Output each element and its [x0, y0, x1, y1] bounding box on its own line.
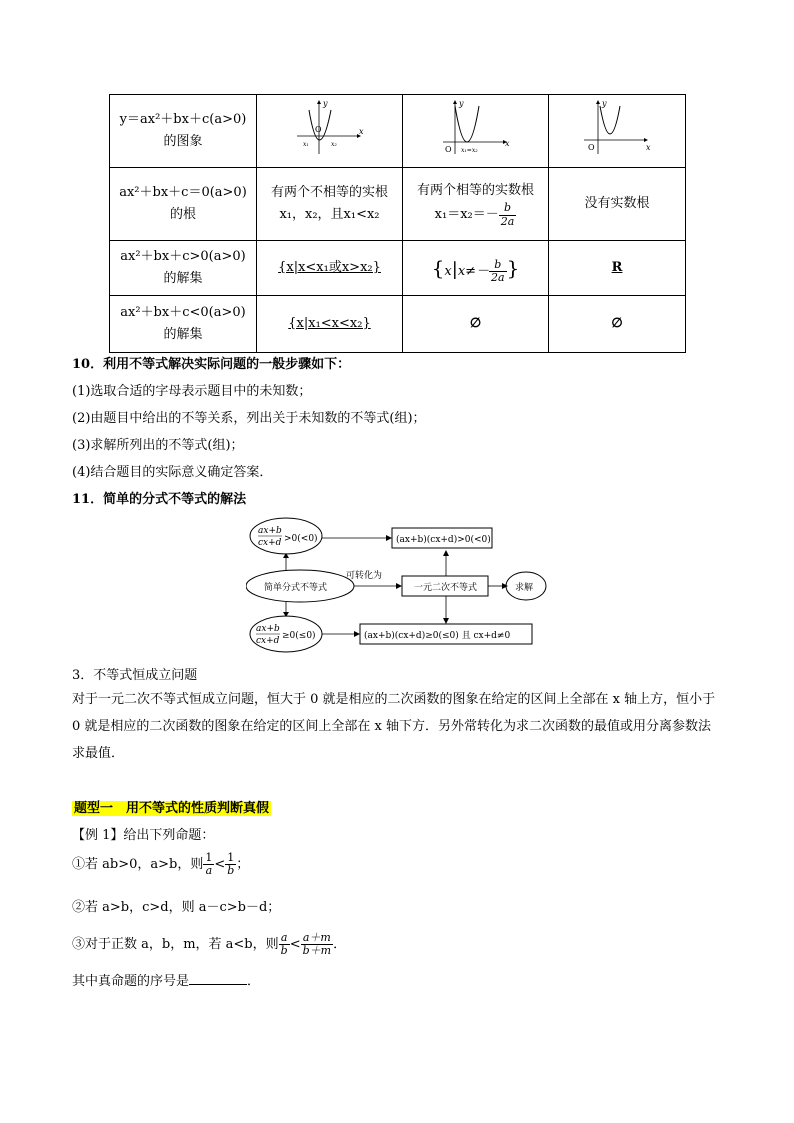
row-head-roots: ax²＋bx＋c＝0(a>0)的根 [110, 168, 257, 241]
graph1-y-label: y [322, 98, 328, 108]
svg-text:一元二次不等式: 一元二次不等式 [414, 583, 478, 593]
row-head-gt-solution: ax²＋bx＋c>0(a>0)的解集 [110, 241, 257, 296]
graph-two-roots [257, 95, 403, 168]
proposition-2: ②若 a>b，c>d，则 a－c>b－d； [72, 900, 281, 915]
svg-text:cx+d: cx+d [258, 538, 282, 548]
svg-text:x: x [358, 126, 364, 136]
svg-text:x₁=x₂: x₁=x₂ [460, 146, 478, 154]
graph-double-root [403, 95, 549, 168]
fraction-inequality-flowchart [246, 516, 556, 656]
svg-text:x₂: x₂ [330, 140, 337, 148]
section-3-body: 对于一元二次不等式恒成立问题，恒大于 0 就是相应的二次函数的图象在给定的区间上全部在 x 轴上方，恒小于 0 就是相应的二次函数的图象在给定的区间上全部在 x 轴下方．另外常转化为求二次函数的最值或用分离参数法求最值． [72, 692, 716, 761]
lt-solution-none: ∅ [549, 296, 686, 353]
answer-blank[interactable] [189, 972, 247, 985]
gt-solution-none: R [549, 241, 686, 296]
parabola-no-root-graph [582, 98, 652, 156]
gt-solution-two: {x|x<x₁或x>x₂} [257, 241, 403, 296]
type-1-tag: 题型一 用不等式的性质判断真假 [74, 801, 270, 816]
step-2: (2)由题目中给出的不等关系，列出关于未知数的不等式(组)； [72, 411, 426, 426]
quadratic-table [109, 94, 685, 353]
svg-text:可转化为: 可转化为 [346, 571, 383, 581]
example-1-title: 【例 1】给出下列命题： [72, 828, 215, 843]
section-11-title: 11．简单的分式不等式的解法 [72, 492, 247, 507]
roots-none: 没有实数根 [549, 168, 686, 241]
row-head-lt-solution: ax²＋bx＋c<0(a>0)的解集 [110, 296, 257, 353]
proposition-3: ③对于正数 a，b，m，若 a<b，则 $\frac{a}{b}$ < $\frac{a+m}{b+m}$ ． [72, 931, 347, 958]
svg-text:x: x [646, 142, 651, 152]
svg-text:cx+d: cx+d [256, 636, 280, 646]
step-4: (4)结合题目的实际意义确定答案． [72, 465, 273, 480]
svg-text:x₁: x₁ [302, 140, 309, 148]
svg-text:ax+b: ax+b [258, 526, 282, 536]
gt-solution-double: {x|x≠－ $\frac{b}{2a}$ } [403, 241, 549, 296]
svg-text:y: y [458, 98, 464, 108]
svg-text:x: x [504, 138, 510, 148]
svg-text:求解: 求解 [515, 583, 534, 593]
svg-text:简单分式不等式: 简单分式不等式 [264, 583, 328, 593]
svg-text:>0(<0): >0(<0) [284, 534, 318, 544]
svg-text:ax+b: ax+b [256, 624, 280, 634]
svg-text:y: y [602, 98, 607, 108]
roots-two: 有两个不相等的实根x₁，x₂，且x₁<x₂ [257, 168, 403, 241]
step-3: (3)求解所列出的不等式(组)； [72, 438, 244, 453]
lt-solution-double: ∅ [403, 296, 549, 353]
roots-double: 有两个相等的实数根 x₁＝x₂＝－ $\frac{b}{2a}$ [403, 168, 549, 241]
parabola-double-root-graph [441, 98, 511, 156]
section-10-title: 10．利用不等式解决实际问题的一般步骤如下： [72, 357, 351, 372]
question: 其中真命题的序号是 ． [72, 974, 261, 989]
step-1: (1)选取合适的字母表示题目中的未知数； [72, 384, 312, 399]
svg-text:≥0(≤0): ≥0(≤0) [282, 631, 316, 641]
svg-text:O: O [588, 142, 595, 152]
svg-text:O: O [314, 124, 322, 134]
lt-solution-two: {x|x₁<x<x₂} [257, 296, 403, 353]
graph-no-root [549, 95, 686, 168]
proposition-1: ①若 ab>0，a>b，则 $\frac{1}{a}$ < $\frac{1}{b}$ ； [72, 851, 250, 878]
parabola-two-roots-graph [295, 98, 365, 156]
minus-b-over-2a: $\frac{b}{2a}$ [500, 201, 515, 228]
row-head-graph: y＝ax²＋bx＋c(a>0)的图象 [110, 95, 257, 168]
svg-text:(ax+b)(cx+d)>0(<0): (ax+b)(cx+d)>0(<0) [396, 535, 491, 545]
svg-text:(ax+b)(cx+d)≥0(≤0) 且 cx+d≠0: (ax+b)(cx+d)≥0(≤0) 且 cx+d≠0 [364, 631, 511, 641]
section-3-title: 3．不等式恒成立问题 [72, 668, 198, 683]
svg-text:O: O [444, 144, 452, 154]
